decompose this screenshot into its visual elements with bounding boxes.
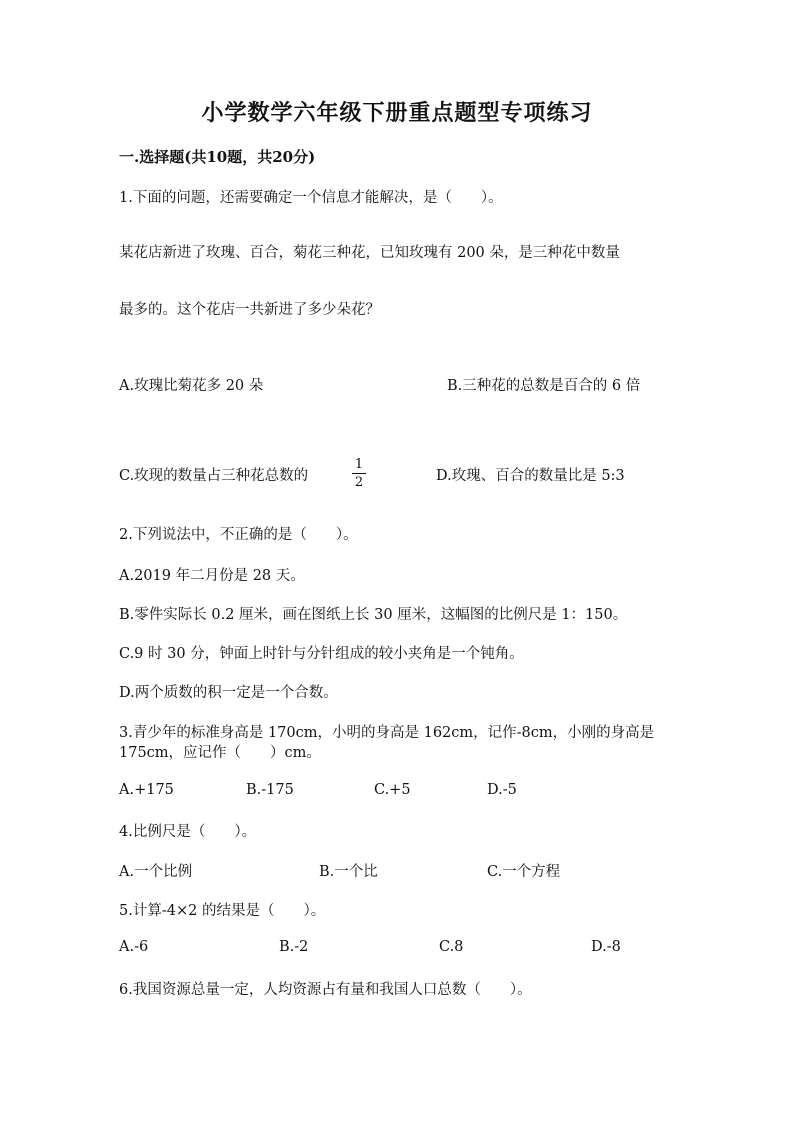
q5-option-a: A.-6	[119, 939, 149, 955]
section-heading: 一.选择题(共10题，共20分)	[119, 148, 316, 166]
q2-option-a: A.2019 年二月份是 28 天。	[119, 568, 305, 584]
q1-option-d: D.玫瑰、百合的数量比是 5:3	[436, 468, 625, 484]
q3-option-b: B.-175	[246, 782, 294, 798]
q4-option-b: B.一个比	[319, 864, 378, 880]
q1-option-b: B.三种花的总数是百合的 6 倍	[447, 378, 641, 394]
q2-stem: 2.下列说法中，不正确的是（ ）。	[119, 527, 358, 543]
q3-option-c: C.+5	[374, 782, 411, 798]
q6-stem: 6.我国资源总量一定，人均资源占有量和我国人口总数（ ）。	[119, 982, 532, 998]
fraction-numerator: 1	[354, 457, 364, 472]
q3-stem-line1: 3.青少年的标准身高是 170cm，小明的身高是 162cm，记作-8cm，小刚的身高是	[119, 725, 655, 741]
q3-option-a: A.+175	[119, 782, 174, 798]
q4-stem: 4.比例尺是（ ）。	[119, 824, 257, 840]
q1-context-line2: 最多的。这个花店一共新进了多少朵花？	[119, 302, 380, 318]
q3-option-d: D.-5	[487, 782, 517, 798]
fraction-denominator: 2	[354, 475, 364, 490]
q5-stem: 5.计算-4×2 的结果是（ ）。	[119, 903, 326, 919]
q5-option-b: B.-2	[279, 939, 309, 955]
q1-stem: 1.下面的问题，还需要确定一个信息才能解决，是（ ）。	[119, 190, 503, 206]
page-title: 小学数学六年级下册重点题型专项练习	[201, 100, 593, 126]
q1-context-line1: 某花店新进了玫瑰、百合，菊花三种花，已知玫瑰有 200 朵，是三种花中数量	[119, 245, 620, 261]
q1-option-c: C.玫现的数量占三种花总数的	[119, 468, 309, 484]
q1-option-c-fraction	[352, 457, 366, 490]
q4-option-c: C.一个方程	[487, 864, 561, 880]
q5-option-c: C.8	[439, 939, 464, 955]
fraction-bar	[352, 473, 366, 474]
q3-stem-line2: 175cm，应记作（ ）cm。	[119, 745, 321, 761]
q5-option-d: D.-8	[591, 939, 621, 955]
q4-option-a: A.一个比例	[119, 864, 193, 880]
q1-option-a: A.玫瑰比菊花多 20 朵	[119, 378, 264, 394]
q2-option-b: B.零件实际长 0.2 厘米，画在图纸上长 30 厘米，这幅图的比例尺是 1：150。	[119, 607, 628, 623]
q2-option-c: C.9 时 30 分，钟面上时针与分针组成的较小夹角是一个钝角。	[119, 646, 524, 662]
q2-option-d: D.两个质数的积一定是一个合数。	[119, 685, 338, 701]
